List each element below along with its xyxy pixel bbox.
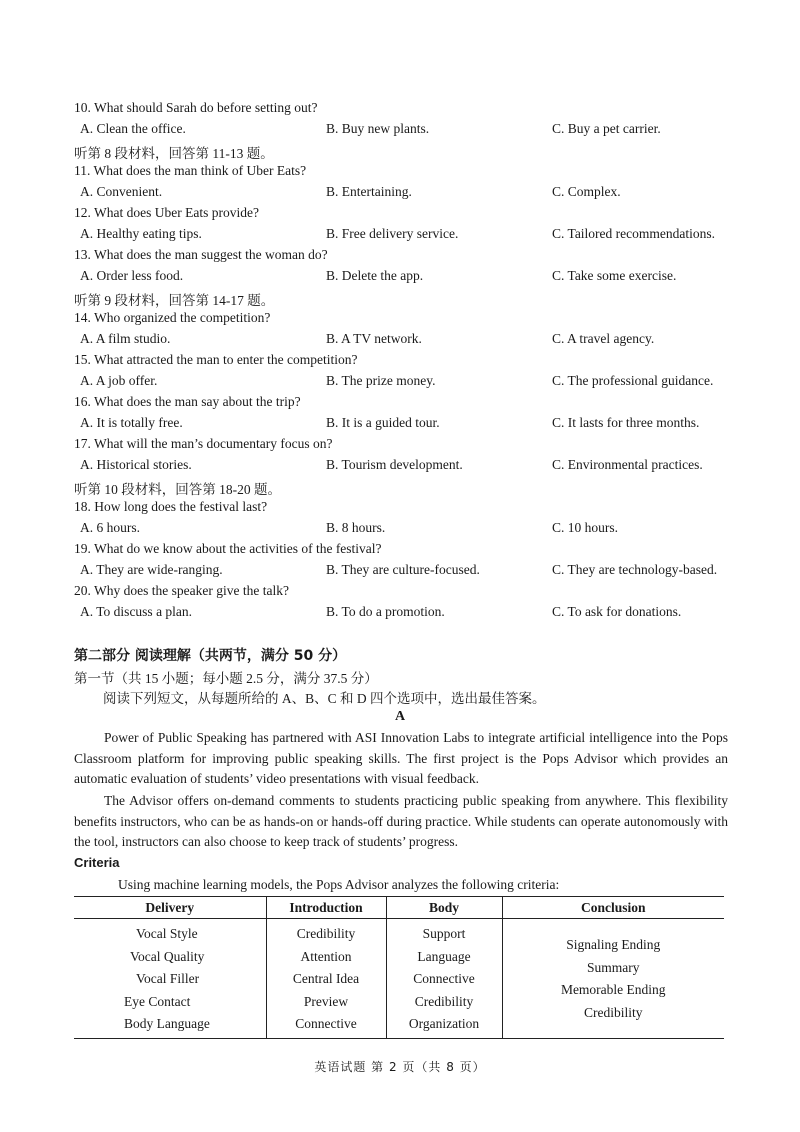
- question-13-options: [80, 268, 760, 286]
- question-10-options: [80, 121, 760, 139]
- introduction-cell: [266, 919, 386, 1039]
- criteria-table: [74, 896, 724, 1039]
- question-14-options: [80, 331, 760, 349]
- question-12-stem: 12. What does Uber Eats provide?: [74, 205, 259, 220]
- list-item: Central Idea: [292, 971, 360, 987]
- list-item: Memorable Ending: [560, 982, 666, 998]
- list-item: Attention: [300, 948, 352, 964]
- listening-note-8: 听第 8 段材料，回答第 11-13 题。: [74, 146, 274, 161]
- option-a: A. 6 hours.: [80, 520, 140, 535]
- option-a: A. A job offer.: [80, 373, 158, 388]
- list-item: Eye Contact: [124, 993, 191, 1009]
- passage-paragraph-2: [74, 791, 728, 853]
- criteria-heading: Criteria: [74, 855, 120, 870]
- list-item: Support: [422, 926, 466, 941]
- question-18-stem: 18. How long does the festival last?: [74, 499, 268, 514]
- question-20-stem: 20. Why does the speaker give the talk?: [74, 583, 289, 598]
- question-15-stem: 15. What attracted the man to enter the competition?: [74, 352, 358, 367]
- option-b: B. They are culture-focused.: [326, 562, 480, 577]
- question-18-options: [80, 520, 760, 538]
- option-b: B. A TV network.: [326, 331, 422, 346]
- option-b: B. 8 hours.: [326, 520, 386, 535]
- delivery-list: [74, 923, 266, 1036]
- option-c: C. Tailored recommendations.: [552, 226, 716, 241]
- listening-note-9: 听第 9 段材料，回答第 14-17 题。: [74, 293, 275, 308]
- option-b: B. It is a guided tour.: [326, 415, 440, 430]
- question-11-options: [80, 184, 760, 202]
- table-intro: Using machine learning models, the Pops Advisor analyzes the following criteria:: [118, 877, 560, 892]
- paragraph-text: The Advisor offers on-demand comments to students practicing public speaking from anywhere. This flexibility benefits instructors, who can be as hands-on or hands-off during practice. While students can operate autonomously with the tool, instructors can also choose to keep track of students’ progress.: [74, 793, 728, 849]
- option-a: A. Order less food.: [80, 268, 184, 283]
- option-a: A. It is totally free.: [80, 415, 183, 430]
- question-16-stem: 16. What does the man say about the trip?: [74, 394, 301, 409]
- conclusion-cell: [502, 919, 724, 1039]
- option-a: A. Healthy eating tips.: [80, 226, 202, 241]
- question-14-stem: 14. Who organized the competition?: [74, 310, 271, 325]
- option-c: C. To ask for donations.: [552, 604, 682, 619]
- question-17-options: [80, 457, 760, 475]
- header-body: Body: [386, 897, 502, 919]
- header-delivery: Delivery: [74, 897, 266, 919]
- introduction-list: [267, 923, 386, 1036]
- list-item: Connective: [295, 1016, 357, 1032]
- passage-paragraph-1: [74, 728, 728, 790]
- question-12-options: [80, 226, 760, 244]
- paragraph-text: Power of Public Speaking has partnered with ASI Innovation Labs to integrate artificial intelligence into the Pops Classroom platform for improving public speaking skills. The first project is the Pops Advisor which provides an automatic evaluation of students’ video presentations with visual feedback.: [74, 730, 728, 786]
- delivery-cell: [74, 919, 266, 1039]
- list-item: Credibility: [296, 926, 356, 941]
- table-header-row: [74, 897, 724, 919]
- list-item: Language: [417, 948, 471, 964]
- question-19-options: [80, 562, 760, 580]
- option-c: C. Buy a pet carrier.: [552, 121, 661, 136]
- question-13-stem: 13. What does the man suggest the woman do?: [74, 247, 328, 262]
- body-cell: [386, 919, 502, 1039]
- question-11-stem: 11. What does the man think of Uber Eats?: [74, 163, 307, 178]
- list-item: Vocal Filler: [136, 971, 200, 987]
- list-item: Credibility: [414, 993, 474, 1009]
- option-c: C. It lasts for three months.: [552, 415, 700, 430]
- option-c: C. Take some exercise.: [552, 268, 677, 283]
- list-item: Preview: [303, 993, 349, 1009]
- option-b: B. Entertaining.: [326, 184, 412, 199]
- option-c: C. The professional guidance.: [552, 373, 714, 388]
- question-15-options: [80, 373, 760, 391]
- list-item: Signaling Ending: [566, 937, 661, 953]
- passage-letter: A: [394, 709, 406, 724]
- question-16-options: [80, 415, 760, 433]
- option-c: C. They are technology-based.: [552, 562, 718, 577]
- option-a: A. A film studio.: [80, 331, 171, 346]
- part2-title: 第二部分 阅读理解（共两节，满分 50 分）: [74, 648, 347, 664]
- option-a: A. To discuss a plan.: [80, 604, 193, 619]
- reading-instruction: 阅读下列短文，从每题所给的 A、B、C 和 D 四个选项中，选出最佳答案。: [103, 691, 546, 706]
- option-a: A. They are wide-ranging.: [80, 562, 223, 577]
- option-b: B. Tourism development.: [326, 457, 463, 472]
- option-b: B. To do a promotion.: [326, 604, 445, 619]
- list-item: Organization: [408, 1016, 480, 1032]
- option-c: C. A travel agency.: [552, 331, 655, 346]
- option-c: C. Environmental practices.: [552, 457, 703, 472]
- option-c: C. Complex.: [552, 184, 621, 199]
- option-a: A. Historical stories.: [80, 457, 192, 472]
- option-b: B. Free delivery service.: [326, 226, 459, 241]
- header-conclusion: Conclusion: [502, 897, 724, 919]
- section1-title: 第一节（共 15 小题；每小题 2.5 分，满分 37.5 分）: [74, 671, 378, 686]
- list-item: Vocal Style: [136, 926, 198, 941]
- question-20-options: [80, 604, 760, 622]
- conclusion-list: [503, 934, 725, 1024]
- question-17-stem: 17. What will the man’s documentary focus on?: [74, 436, 333, 451]
- option-b: B. The prize money.: [326, 373, 436, 388]
- table-row: [74, 919, 724, 1039]
- option-c: C. 10 hours.: [552, 520, 619, 535]
- listening-note-10: 听第 10 段材料，回答第 18-20 题。: [74, 482, 281, 497]
- header-introduction: Introduction: [266, 897, 386, 919]
- list-item: Body Language: [124, 1016, 210, 1032]
- question-19-stem: 19. What do we know about the activities of the festival?: [74, 541, 382, 556]
- list-item: Credibility: [584, 1005, 643, 1021]
- list-item: Connective: [413, 971, 475, 987]
- option-b: B. Buy new plants.: [326, 121, 430, 136]
- page-footer: 英语试题 第 2 页（共 8 页）: [314, 1060, 486, 1074]
- list-item: Summary: [587, 959, 640, 975]
- list-item: Vocal Quality: [130, 948, 205, 964]
- option-a: A. Convenient.: [80, 184, 163, 199]
- body-list: [387, 923, 502, 1036]
- question-10-stem: 10. What should Sarah do before setting out?: [74, 100, 318, 115]
- option-b: B. Delete the app.: [326, 268, 424, 283]
- option-a: A. Clean the office.: [80, 121, 186, 136]
